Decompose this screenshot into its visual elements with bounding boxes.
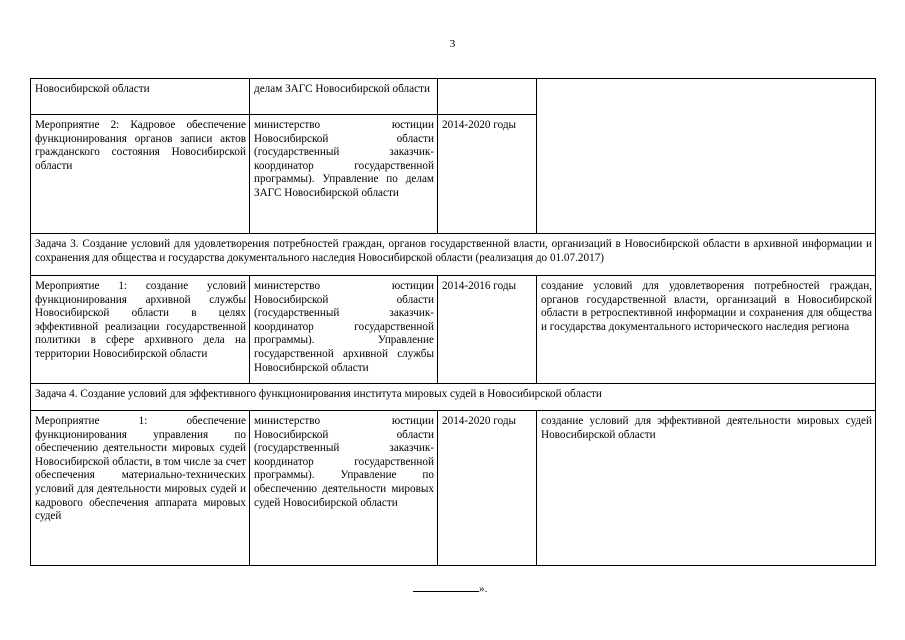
executor-cell: министерство юстиции Новосибирской области (государственный заказчик-координатор государственной программы). Управление по делам ЗАГС Новосибирской области bbox=[250, 115, 438, 234]
period-cell: 2014-2020 годы bbox=[438, 115, 537, 234]
signature-line bbox=[413, 580, 479, 592]
activity-cell: Новосибирской области bbox=[31, 79, 250, 115]
activity-cell: Мероприятие 1: обеспечение функционирования управления по обеспечению деятельности мировых судей Новосибирской области, в том числе за счет обеспечения материально-технических условий для деятельности мировых судей и кадрового обеспечения аппарата мировых судей bbox=[31, 411, 250, 566]
executor-cell: министерство юстиции Новосибирской области (государственный заказчик-координатор государственной программы). Управление по обеспечению деятельности мировых судей Новосибирской области bbox=[250, 411, 438, 566]
closing-quote: ». bbox=[479, 583, 488, 595]
table-row bbox=[31, 411, 876, 566]
closing-mark bbox=[413, 580, 487, 597]
activity-cell: Мероприятие 2: Кадровое обеспечение функционирования органов записи актов гражданского состояния Новосибирской области bbox=[31, 115, 250, 234]
executor-cell: министерство юстиции Новосибирской области (государственный заказчик-координатор государственной программы). Управление государственной архивной службы Новосибирской области bbox=[250, 276, 438, 384]
result-cell: создание условий для удовлетворения потребностей граждан, органов государственной власти, организаций в Новосибирской области в ретроспективной информации и сохранения для общества и государства документального исторического наследия региона bbox=[537, 276, 876, 384]
table-row bbox=[31, 276, 876, 384]
period-cell: 2014-2020 годы bbox=[438, 411, 537, 566]
result-cell: создание условий для эффективной деятельности мировых судей Новосибирской области bbox=[537, 411, 876, 566]
result-cell bbox=[537, 79, 876, 234]
page-number: 3 bbox=[449, 38, 456, 50]
table-row bbox=[31, 79, 876, 115]
task-row bbox=[31, 384, 876, 411]
executor-cell: делам ЗАГС Новосибирской области bbox=[250, 79, 438, 115]
activity-cell: Мероприятие 1: создание условий функционирования архивной службы Новосибирской области в целях эффективной реализации государственной политики в сфере архивного дела на территории Новосибирской области bbox=[31, 276, 250, 384]
task-row bbox=[31, 234, 876, 276]
period-cell: 2014-2016 годы bbox=[438, 276, 537, 384]
task-3-title: Задача 3. Создание условий для удовлетворения потребностей граждан, органов государственной власти, организаций в Новосибирской области в архивной информации и сохранения для общества и государства документального наследия Новосибирской области (реализация до 01.07.2017) bbox=[31, 234, 876, 276]
task-4-title: Задача 4. Создание условий для эффективного функционирования института мировых судей в Новосибирской области bbox=[31, 384, 876, 411]
activities-table bbox=[30, 78, 876, 566]
period-cell bbox=[438, 79, 537, 115]
